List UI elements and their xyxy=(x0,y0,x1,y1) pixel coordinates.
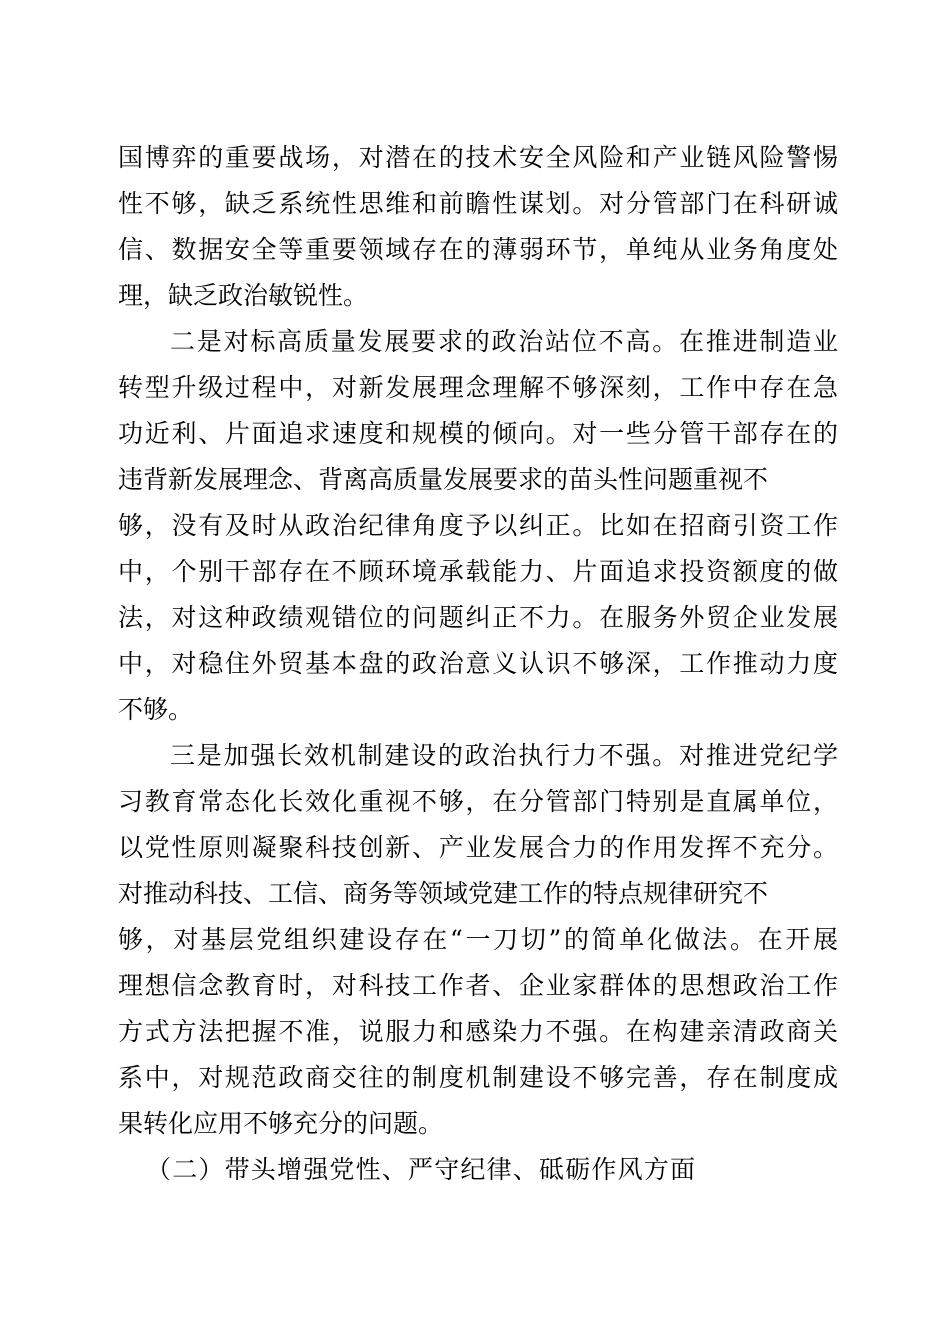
paragraph-start-line: 三是加强长效机制建设的政治执行力不强。对推进党纪学 xyxy=(170,741,838,770)
text-line: 转型升级过程中，对新发展理念理解不够深刻，工作中存在急 xyxy=(118,373,838,402)
text-line: 国博弈的重要战场，对潜在的技术安全风险和产业链风险警惕 xyxy=(118,143,838,172)
text-line: 性不够，缺乏系统性思维和前瞻性谋划。对分管部门在科研诚 xyxy=(118,189,838,218)
text-line: 违背新发展理念、背离高质量发展要求的苗头性问题重视不 xyxy=(118,465,769,494)
text-line: 对推动科技、工信、商务等领域党建工作的特点规律研究不 xyxy=(118,879,769,908)
text-line: 法，对这种政绩观错位的问题纠正不力。在服务外贸企业发展 xyxy=(118,603,838,632)
text-line: 信、数据安全等重要领域存在的薄弱环节，单纯从业务角度处 xyxy=(118,235,838,264)
text-line: 够，对基层党组织建设存在“一刀切”的简单化做法。在开展 xyxy=(118,925,838,954)
text-line: 理，缺乏政治敏锐性。 xyxy=(118,281,369,310)
text-line: 果转化应用不够充分的问题。 xyxy=(118,1109,444,1138)
text-line: 中，个别干部存在不顾环境承载能力、片面追求投资额度的做 xyxy=(118,557,838,586)
text-line: 方式方法把握不准，说服力和感染力不强。在构建亲清政商关 xyxy=(118,1017,838,1046)
section-heading: （二）带头增强党性、严守纪律、砥砺作风方面 xyxy=(146,1155,697,1184)
text-line: 习教育常态化长效化重视不够，在分管部门特别是直属单位， xyxy=(118,787,838,816)
text-line: 系中，对规范政商交往的制度机制建设不够完善，存在制度成 xyxy=(118,1063,838,1092)
text-line: 理想信念教育时，对科技工作者、企业家群体的思想政治工作 xyxy=(118,971,838,1000)
paragraph-start-line: 二是对标高质量发展要求的政治站位不高。在推进制造业 xyxy=(170,327,838,356)
text-line: 以党性原则凝聚科技创新、产业发展合力的作用发挥不充分。 xyxy=(118,833,838,862)
text-line: 功近利、片面追求速度和规模的倾向。对一些分管干部存在的 xyxy=(118,419,838,448)
text-line: 不够。 xyxy=(118,695,194,724)
text-line: 中，对稳住外贸基本盘的政治意义认识不够深，工作推动力度 xyxy=(118,649,838,678)
text-line: 够，没有及时从政治纪律角度予以纠正。比如在招商引资工作 xyxy=(118,511,838,540)
